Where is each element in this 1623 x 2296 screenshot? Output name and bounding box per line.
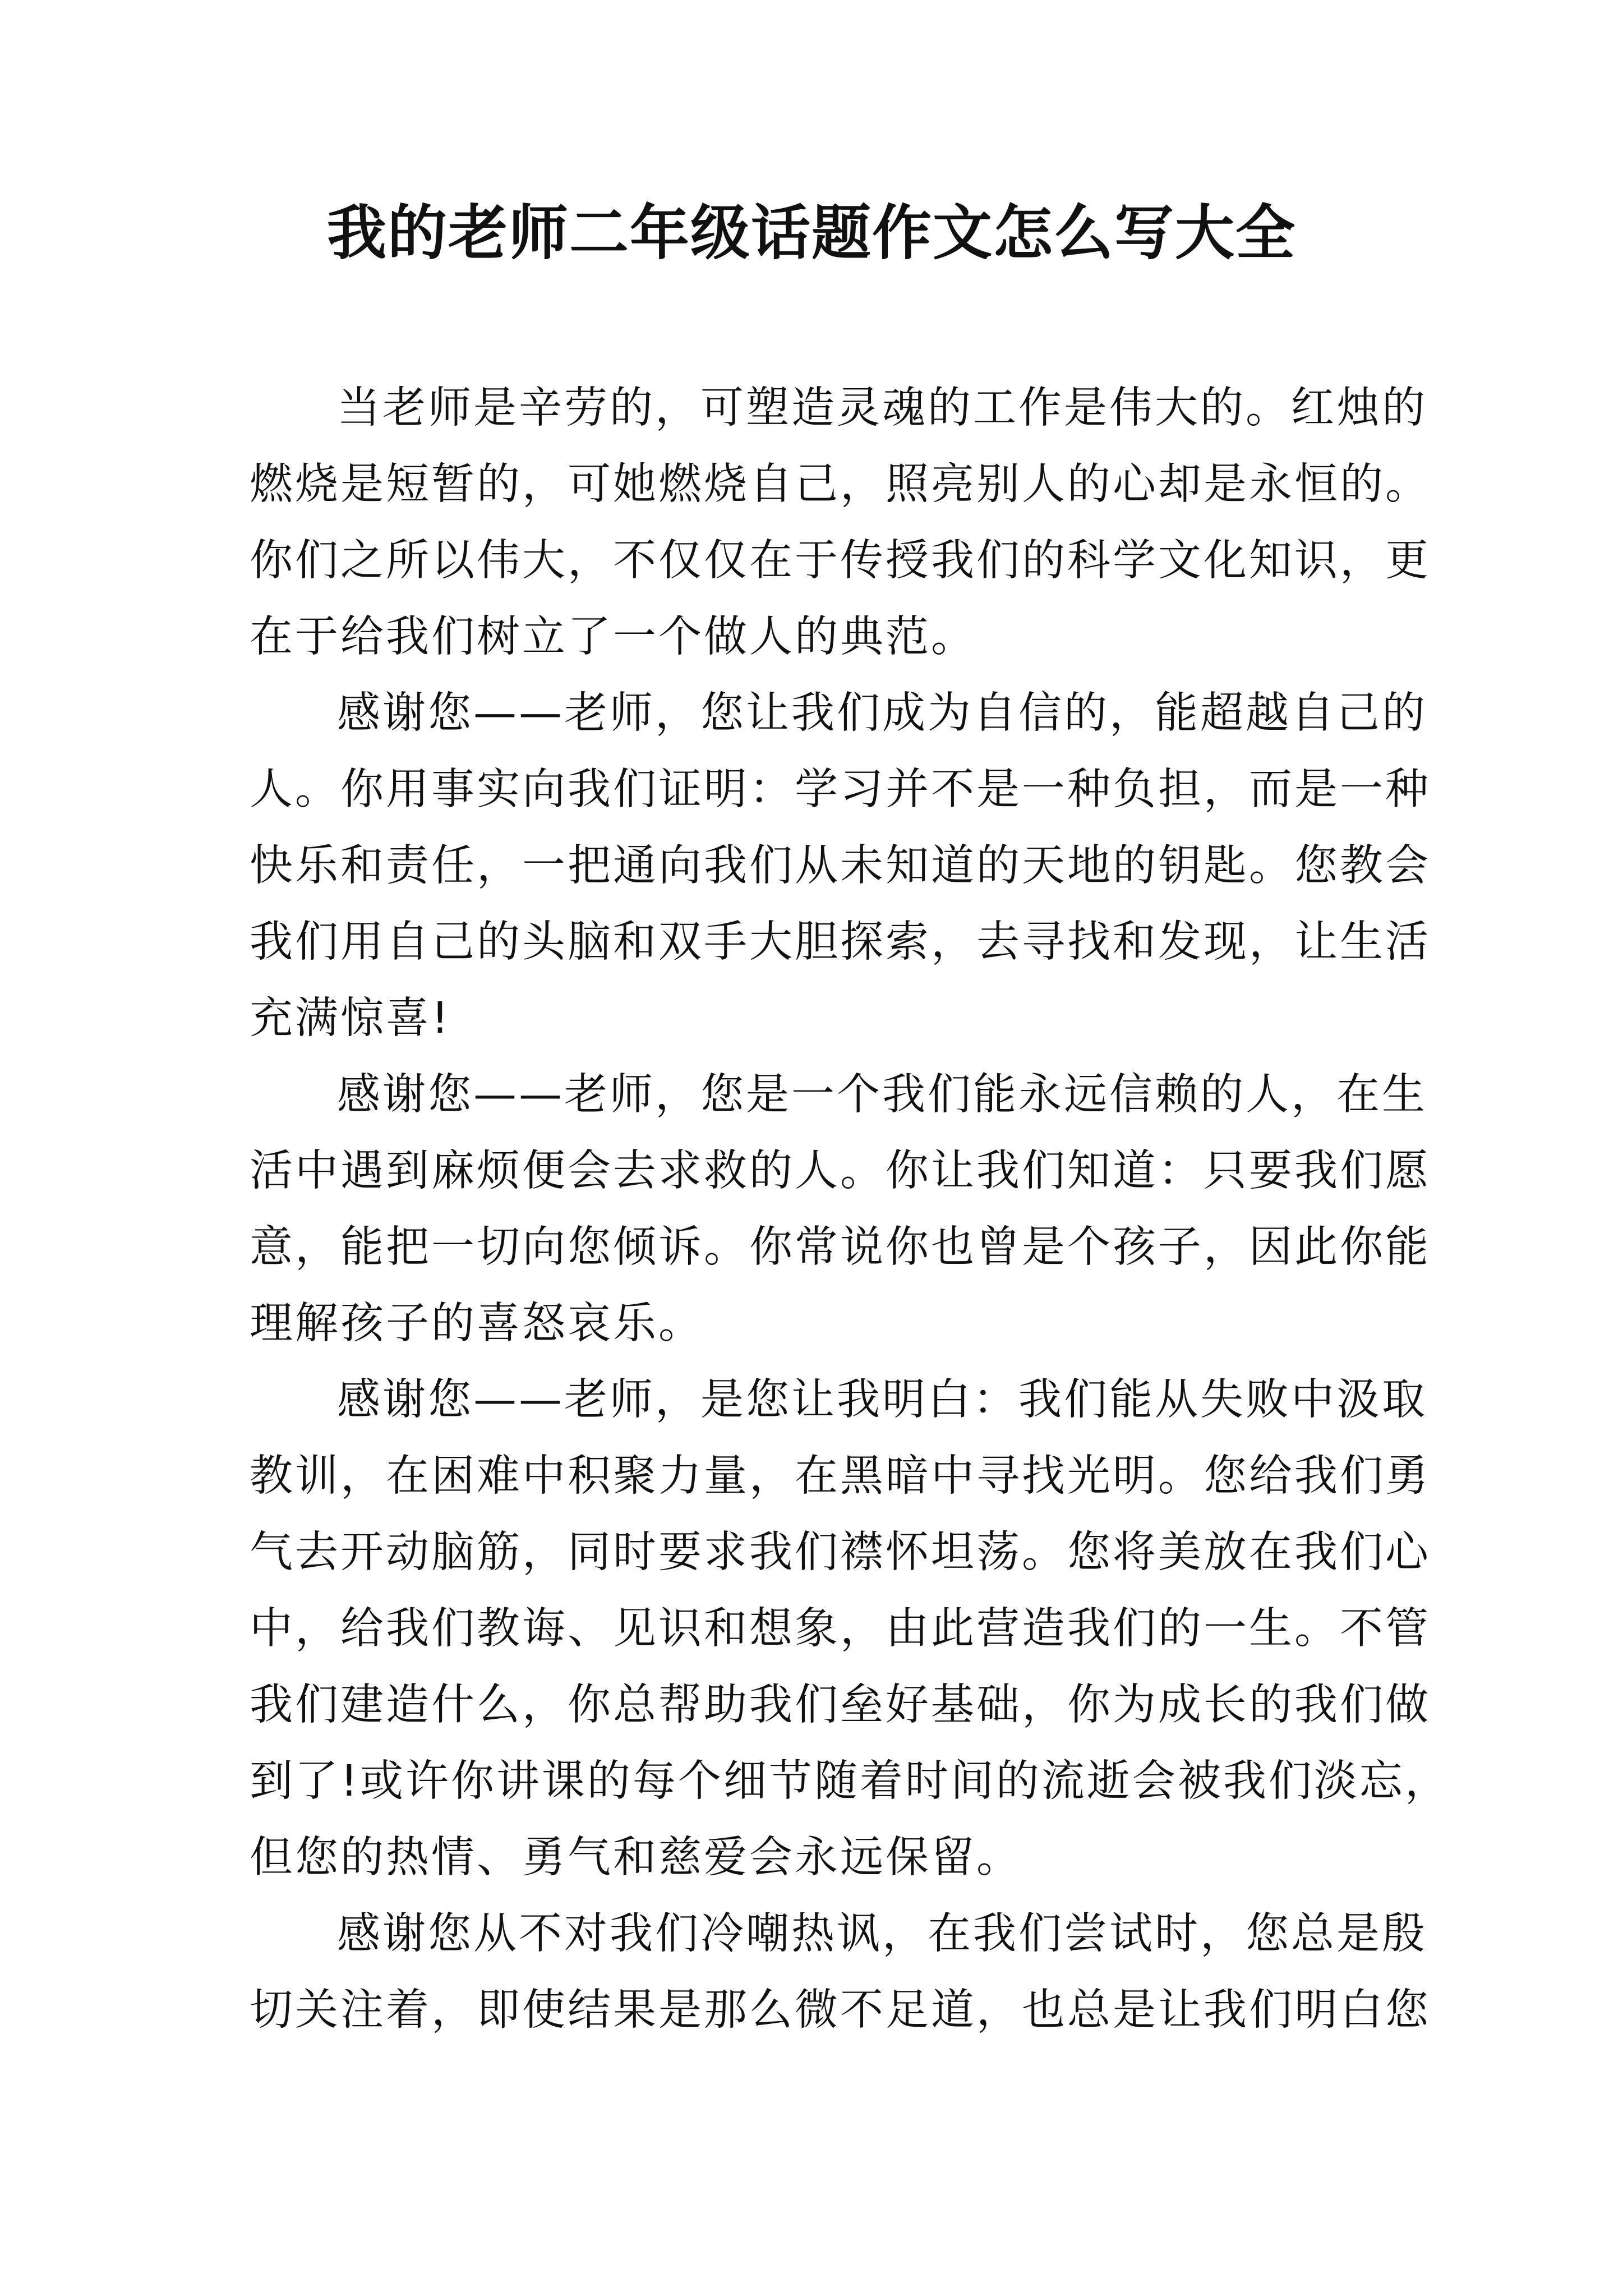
paragraph-line: 理解孩子的喜怒哀乐。 — [250, 1299, 704, 1349]
paragraph-line: 人。你用事实向我们证明：学习并不是一种负担，而是一种 — [250, 765, 1431, 815]
paragraph-2 — [250, 675, 1431, 1057]
paragraph-line: 教训，在困难中积聚力量，在黑暗中寻找光明。您给我们勇 — [250, 1451, 1431, 1501]
paragraph-line: 感谢您从不对我们冷嘲热讽，在我们尝试时，您总是殷 — [337, 1909, 1427, 1959]
paragraph-line: 活中遇到麻烦便会去求救的人。你让我们知道：只要我们愿 — [250, 1146, 1431, 1196]
paragraph-line: 燃烧是短暂的，可她燃烧自己，照亮别人的心却是永恒的。 — [250, 459, 1431, 509]
paragraph-line: 中，给我们教诲、见识和想象，由此营造我们的一生。不管 — [250, 1604, 1431, 1654]
document-title: 我的老师二年级话题作文怎么写大全 — [327, 197, 1296, 268]
paragraph-line: 到了!或许你讲课的每个细节随着时间的流逝会被我们淡忘， — [250, 1756, 1450, 1806]
paragraph-line: 快乐和责任，一把通向我们从未知道的天地的钥匙。您教会 — [250, 841, 1431, 891]
paragraph-line: 感谢您——老师，您让我们成为自信的，能超越自己的 — [337, 688, 1427, 738]
paragraph-line: 感谢您——老师，是您让我明白：我们能从失败中汲取 — [337, 1375, 1427, 1425]
paragraph-line: 切关注着，即使结果是那么微不足道，也总是让我们明白您 — [250, 1985, 1431, 2035]
paragraph-line: 当老师是辛劳的，可塑造灵魂的工作是伟大的。红烛的 — [337, 383, 1427, 433]
paragraph-line: 我们用自己的头脑和双手大胆探索，去寻找和发现，让生活 — [250, 917, 1431, 967]
paragraph-5 — [250, 1896, 1431, 2049]
paragraph-1 — [250, 370, 1431, 675]
paragraph-line: 感谢您——老师，您是一个我们能永远信赖的人，在生 — [337, 1070, 1427, 1120]
paragraph-line: 但您的热情、勇气和慈爱会永远保留。 — [250, 1833, 1022, 1883]
paragraph-line: 你们之所以伟大，不仅仅在于传授我们的科学文化知识，更 — [250, 536, 1431, 586]
paragraph-line: 充满惊喜! — [250, 993, 451, 1043]
paragraph-line: 我们建造什么，你总帮助我们垒好基础，你为成长的我们做 — [250, 1680, 1431, 1730]
paragraph-3 — [250, 1057, 1431, 1362]
paragraph-line: 气去开动脑筋，同时要求我们襟怀坦荡。您将美放在我们心 — [250, 1527, 1431, 1577]
paragraph-line: 意，能把一切向您倾诉。你常说你也曾是个孩子，因此你能 — [250, 1222, 1431, 1272]
paragraph-4 — [250, 1362, 1450, 1896]
paragraph-line: 在于给我们树立了一个做人的典范。 — [250, 612, 976, 662]
document-body — [250, 370, 1450, 2049]
